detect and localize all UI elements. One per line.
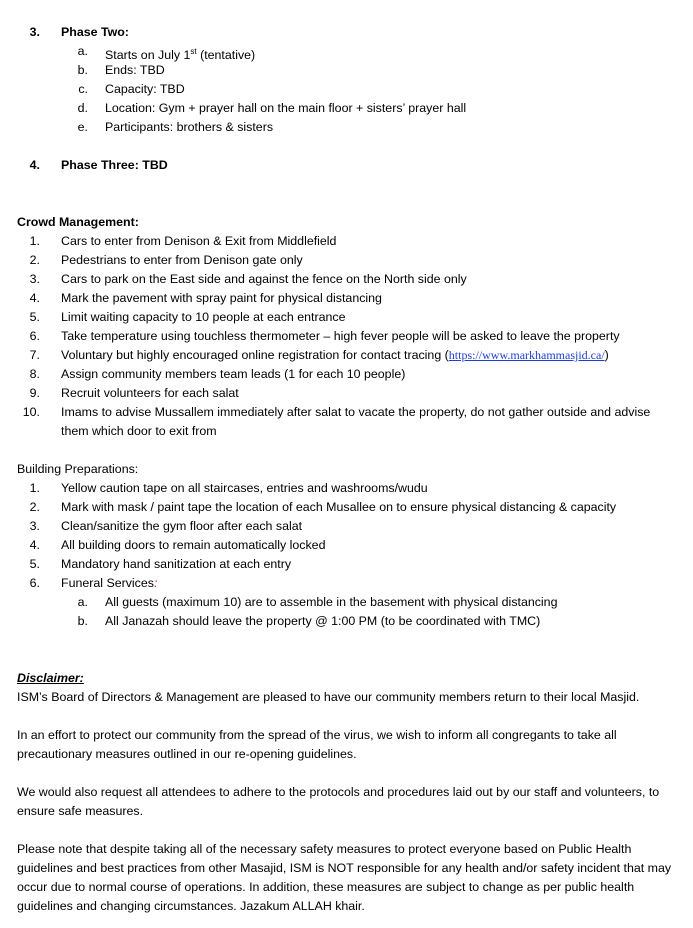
building-preparations-heading: Building Preparations:: [17, 462, 139, 476]
website-link[interactable]: https://www.markhammasjid.ca/: [448, 348, 605, 362]
list-text: Voluntary but highly encouraged online registration for contact tracing (: [61, 348, 449, 362]
list-number: 1.: [29, 234, 40, 248]
disclaimer-heading: Disclaimer:: [17, 671, 84, 685]
list-text: All guests (maximum 10) are to assemble in the basement with physical distancing: [105, 595, 558, 609]
phase-two-title: Phase Two:: [61, 25, 129, 39]
list-letter: b.: [77, 63, 88, 77]
list-text: Location: Gym + prayer hall on the main floor + sisters’ prayer hall: [105, 101, 467, 115]
list-number: 4.: [29, 538, 40, 552]
list-text: Cars to park on the East side and against the fence on the North side only: [61, 272, 467, 286]
disclaimer-paragraph-3: We would also request all attendees to adhere to the protocols and procedures laid out by our staff and volunteers, to ensure safe measures.: [17, 785, 660, 818]
list-number: 3.: [29, 25, 40, 39]
list-number: 2.: [29, 253, 40, 267]
list-text: Funeral Services: [61, 576, 154, 590]
list-letter: c.: [78, 82, 88, 96]
list-text: Mandatory hand sanitization at each entry: [61, 557, 292, 571]
crowd-management-heading: Crowd Management:: [17, 215, 139, 229]
list-text: Capacity: TBD: [105, 82, 185, 96]
list-number: 8.: [29, 367, 40, 381]
list-text: Ends: TBD: [105, 63, 165, 77]
list-number: 3.: [29, 519, 40, 533]
list-letter: a.: [77, 595, 88, 609]
list-text: All Janazah should leave the property @ 1:00 PM (to be coordinated with TMC): [105, 614, 541, 628]
list-letter: d.: [77, 101, 88, 115]
list-number: 5.: [29, 310, 40, 324]
list-text: Limit waiting capacity to 10 people at each entrance: [61, 310, 346, 324]
list-letter: e.: [77, 120, 88, 134]
colon-mark: :: [153, 576, 158, 590]
ordinal-suffix: st: [190, 47, 197, 56]
list-text: Clean/sanitize the gym floor after each salat: [61, 519, 303, 533]
list-number: 7.: [29, 348, 40, 362]
list-text: Imams to advise Mussallem immediately after salat to vacate the property, do not gather outside and advise: [61, 405, 651, 419]
list-number: 6.: [29, 329, 40, 343]
list-letter: a.: [77, 44, 88, 58]
list-number: 1.: [29, 481, 40, 495]
list-letter: b.: [77, 614, 88, 628]
disclaimer-paragraph-1: ISM’s Board of Directors & Management are pleased to have our community members return to their local Masjid.: [17, 690, 640, 704]
disclaimer-paragraph-2: In an effort to protect our community from the spread of the virus, we wish to inform all congregants to take all precautionary measures outlined in our re-opening guidelines.: [17, 728, 617, 761]
list-text: Participants: brothers & sisters: [105, 120, 274, 134]
list-text: Take temperature using touchless thermometer – high fever people will be asked to leave the property: [61, 329, 620, 343]
list-number: 9.: [29, 386, 40, 400]
list-text: Recruit volunteers for each salat: [61, 386, 239, 400]
phase-three-title: Phase Three: TBD: [61, 158, 168, 172]
start-date-text: Starts on July 1: [105, 48, 191, 63]
list-text: Yellow caution tape on all staircases, entries and washrooms/wudu: [61, 481, 428, 495]
list-text-continuation: them which door to exit from: [61, 424, 217, 438]
list-number: 3.: [29, 272, 40, 286]
list-text: Pedestrians to enter from Denison gate only: [61, 253, 303, 267]
tentative-text: (tentative): [196, 48, 256, 63]
list-number: 4.: [29, 291, 40, 305]
list-text: Cars to enter from Denison & Exit from Middlefield: [61, 234, 337, 248]
list-number: 2.: [29, 500, 40, 514]
list-text: Mark the pavement with spray paint for physical distancing: [61, 291, 382, 305]
list-number: 5.: [29, 557, 40, 571]
list-number: 6.: [29, 576, 40, 590]
disclaimer-paragraph-4: Please note that despite taking all of the necessary safety measures to protect everyone based on Public Health guidelines and best practices from other Masajid, ISM is NOT responsible for any health and/or safety incident that may occur due to normal course of operations. In addition, these measures are subject to change as per public health guidelines and changing circumstances. Jazakum ALLAH khair.: [17, 842, 672, 913]
list-text: Assign community members team leads (1 for each 10 people): [61, 367, 406, 381]
list-number: 10.: [22, 405, 40, 419]
list-text: All building doors to remain automatically locked: [61, 538, 326, 552]
list-text: Mark with mask / paint tape the location of each Musallee on to ensure physical distancing & capacity: [61, 500, 617, 514]
closing-paren: ): [604, 348, 609, 362]
list-number: 4.: [29, 158, 40, 172]
